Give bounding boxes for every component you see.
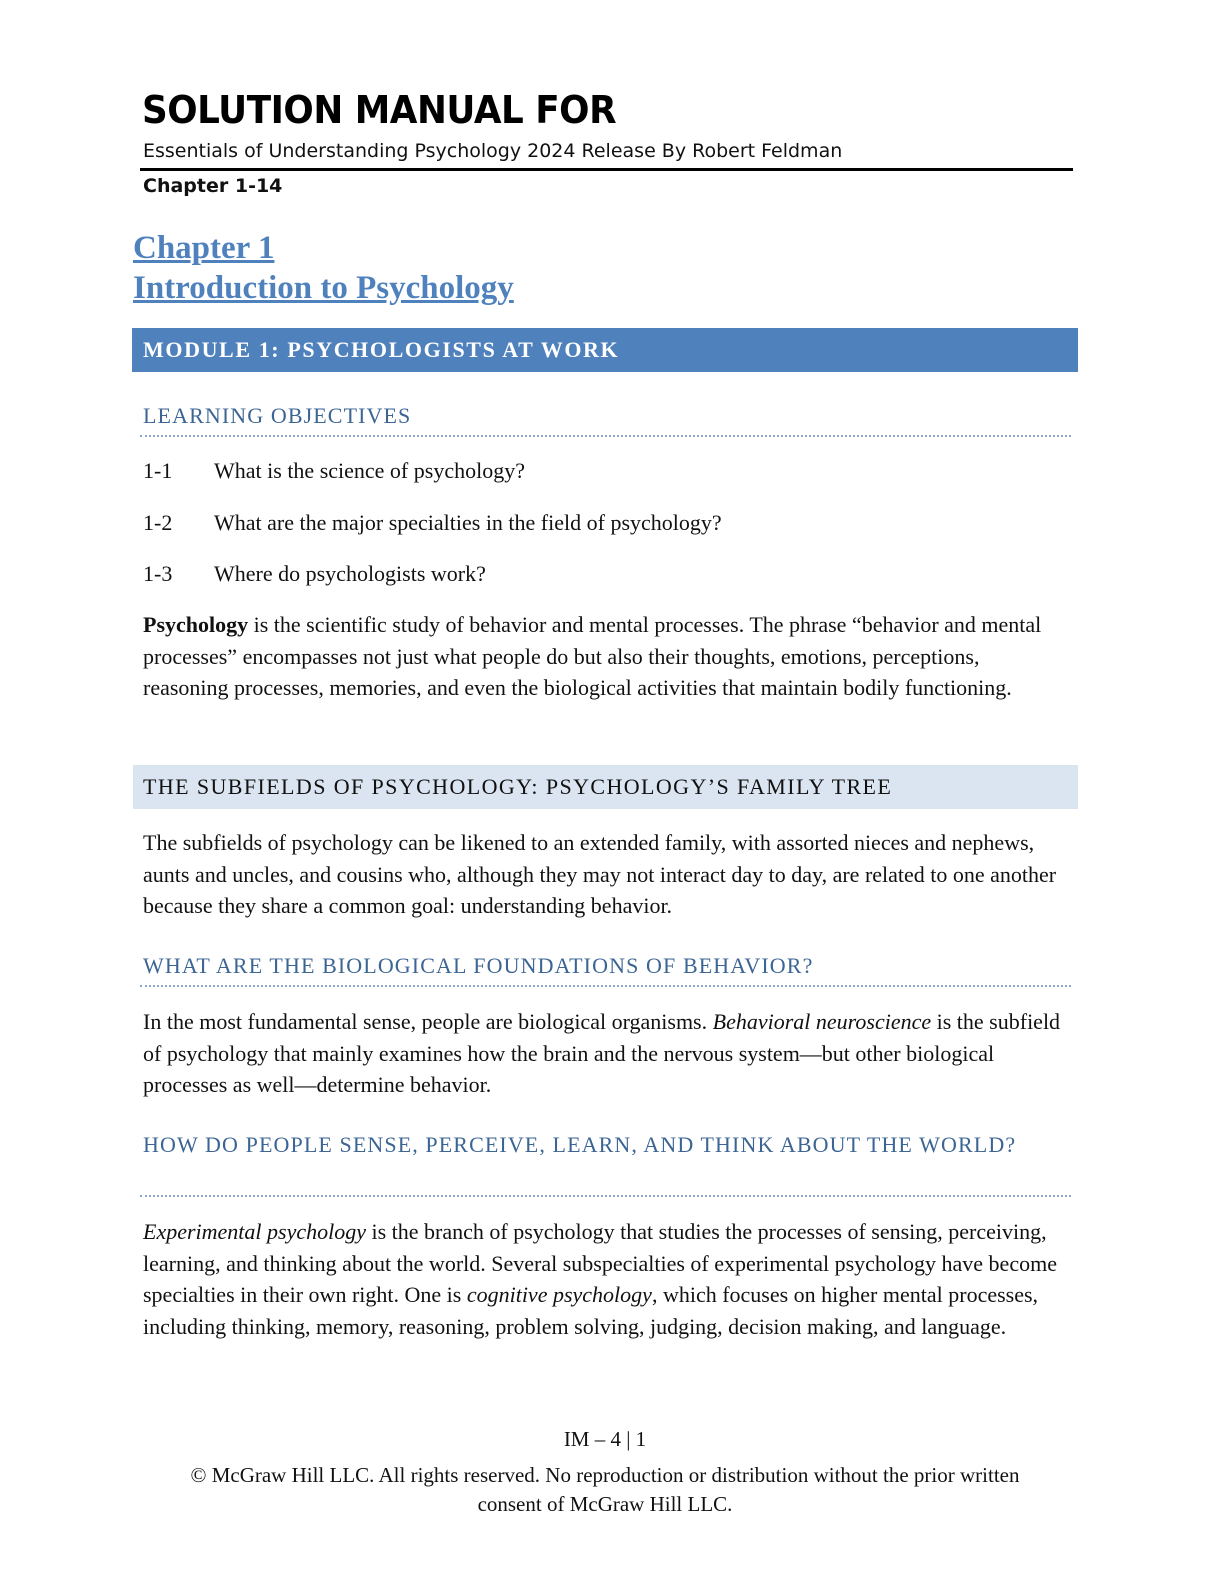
heading-divider: [140, 1195, 1071, 1197]
objective-text: What are the major specialties in the field of psychology?: [214, 510, 722, 535]
psychology-term: Psychology: [143, 612, 249, 637]
chapter-range: Chapter 1-14: [143, 175, 283, 197]
copyright-text: © McGraw Hill LLC. All rights reserved. No reproduction or distribution without the prior written consent of McGraw Hill LLC.: [190, 1463, 1020, 1516]
heading-divider: [140, 985, 1071, 987]
objective-item: [143, 509, 722, 537]
cognitive-psychology-term: cognitive psychology: [466, 1282, 652, 1307]
chapter-number-link[interactable]: Chapter 1: [133, 230, 275, 266]
copyright-notice: [0, 1461, 1210, 1519]
subfields-paragraph: The subfields of psychology can be likened to an extended family, with assorted nieces and nephews, aunts and uncles, and cousins who, although they may not interact day to day, are related to one another because they share a common goal: understanding behavior.: [143, 830, 1057, 918]
manual-title: SOLUTION MANUAL FOR: [142, 88, 617, 132]
module-banner: [132, 328, 1078, 372]
biological-heading: WHAT ARE THE BIOLOGICAL FOUNDATIONS OF BEHAVIOR?: [143, 953, 814, 978]
experimental-psychology-term: Experimental psychology: [143, 1219, 366, 1244]
objective-number: 1-2: [143, 510, 173, 535]
psychology-definition-paragraph: [143, 609, 1063, 704]
chapter-heading: [133, 228, 514, 308]
title-rule: [140, 168, 1073, 171]
objective-item: [143, 560, 486, 588]
biological-paragraph: [143, 1006, 1063, 1101]
sensing-heading: HOW DO PEOPLE SENSE, PERCEIVE, LEARN, AND THINK ABOUT THE WORLD?: [143, 1132, 1017, 1157]
page-number: IM – 4 | 1: [563, 1427, 647, 1451]
module-title: MODULE 1: PSYCHOLOGISTS AT WORK: [143, 337, 620, 362]
learning-objectives-heading: LEARNING OBJECTIVES: [143, 403, 412, 428]
objective-text: What is the science of psychology?: [214, 458, 525, 483]
paragraph-text: In the most fundamental sense, people are biological organisms.: [143, 1009, 713, 1034]
paragraph-text: , which focuses on higher mental processes, including thinking, memory, reasoning, problem solving, judging, decision making, and language.: [143, 1282, 1039, 1339]
experimental-paragraph: [143, 1216, 1063, 1342]
book-subtitle: Essentials of Understanding Psychology 2024 Release By Robert Feldman: [143, 140, 843, 162]
objective-number: 1-1: [143, 458, 173, 483]
subfields-banner: [133, 765, 1078, 809]
objective-number: 1-3: [143, 561, 173, 586]
paragraph-text: is the subfield of psychology that mainly examines how the brain and the nervous system—but other biological processes as well—determine behavior.: [143, 1009, 1061, 1097]
paragraph-text: is the branch of psychology that studies the processes of sensing, perceiving, learning, and thinking about the world. Several subspecialties of experimental psychology have become specialties in their own right. One is: [143, 1219, 1057, 1307]
objective-text: Where do psychologists work?: [214, 561, 486, 586]
behavioral-neuroscience-term: Behavioral neuroscience: [712, 1009, 932, 1034]
definition-text: is the scientific study of behavior and mental processes. The phrase “behavior and mental processes” encompasses not just what people do but also their thoughts, emotions, perceptions, reasoning processes, memories, and even the biological activities that maintain bodily functioning.: [143, 612, 1042, 700]
heading-divider: [140, 435, 1071, 437]
subfields-heading: THE SUBFIELDS OF PSYCHOLOGY: PSYCHOLOGY’S FAMILY TREE: [143, 774, 893, 799]
objective-item: [143, 457, 525, 485]
chapter-title-link[interactable]: Introduction to Psychology: [133, 270, 514, 306]
